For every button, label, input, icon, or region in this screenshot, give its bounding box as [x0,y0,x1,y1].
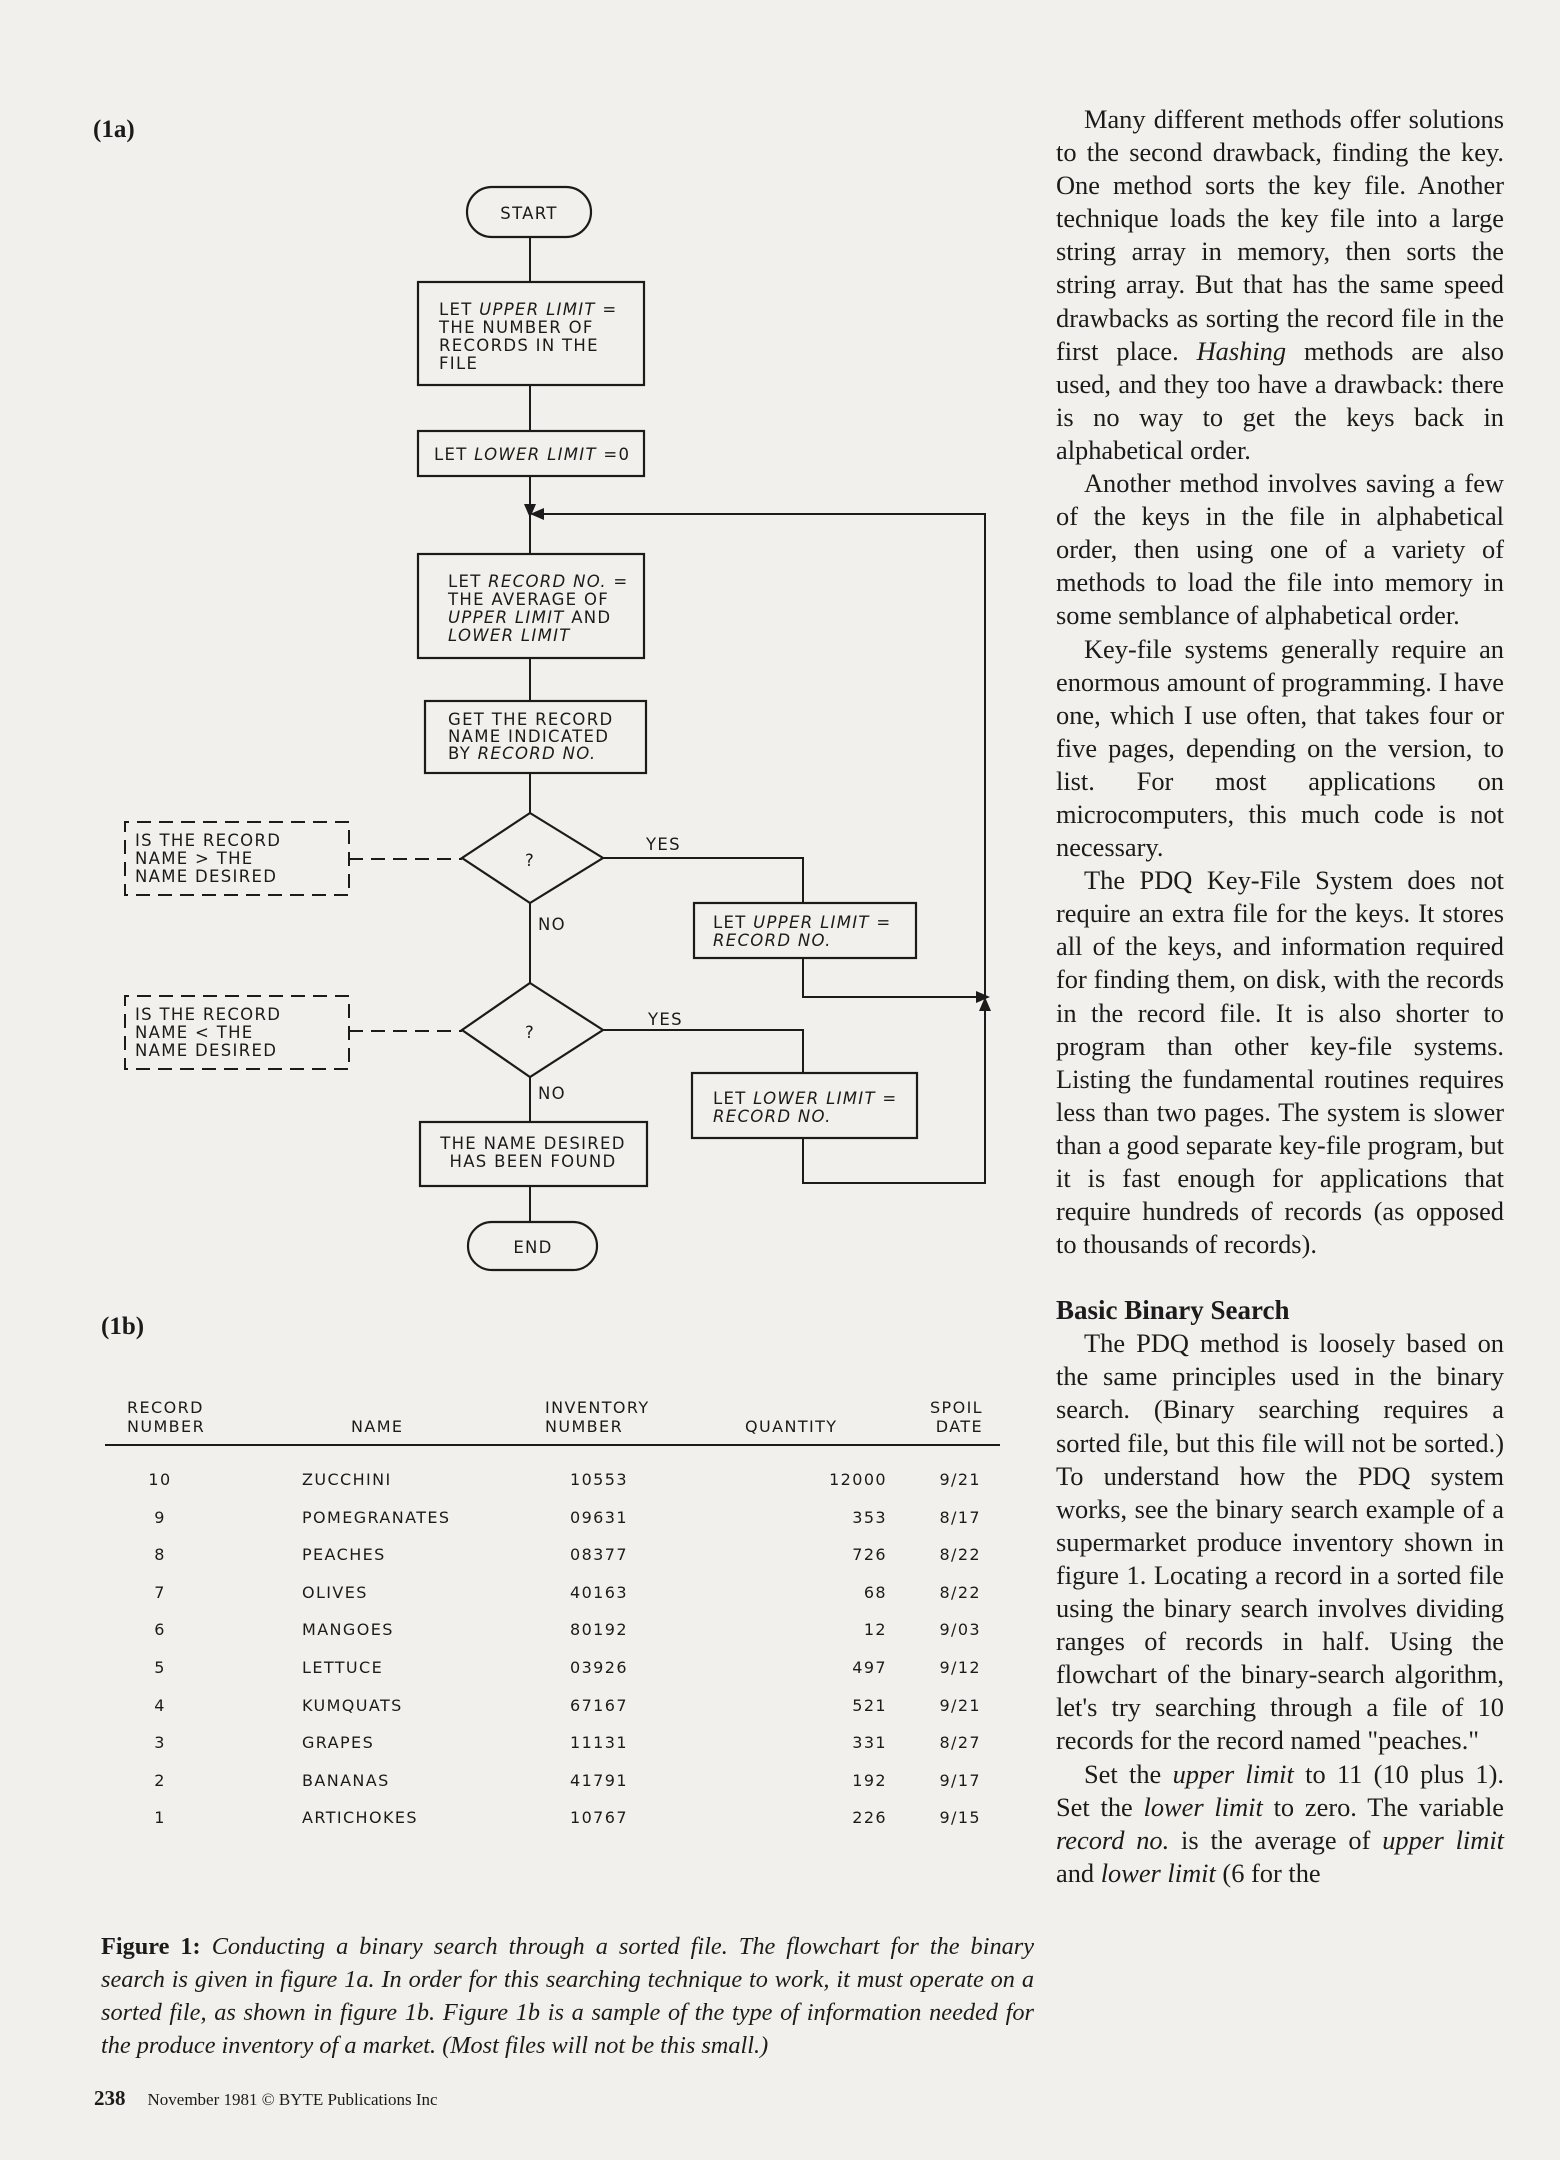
table-body [105,1446,1000,1828]
cell-quantity: 521 [852,1695,887,1715]
step4-line2: NAME INDICATED [448,727,610,746]
cell-name: BANANAS [302,1770,390,1790]
inventory-table [105,1390,1000,1828]
header-inventory-number: INVENTORY NUMBER [545,1398,650,1436]
start-label: START [500,204,558,223]
step4-line3: BY RECORD NO. [448,744,597,763]
note1-line1: IS THE RECORD [135,831,282,850]
note2-line2: NAME < THE [135,1023,254,1042]
found-line2: HAS BEEN FOUND [449,1152,617,1171]
note2-line3: NAME DESIRED [135,1041,278,1060]
step1-line2: THE NUMBER OF [439,318,594,337]
article-paragraph: Many different methods offer solutions to the second drawback, finding the key. One method sorts the key file. Another technique loads the key file into a large string array in memory, then sorts the string array. But that has the same speed drawbacks as sorting the record file in the first place. Hashing methods are also used, and they too have a drawback: there is no way to get the keys back in alphabetical order. [1056,104,1504,465]
table-row [105,1709,1000,1753]
cell-spoil-date: 9/03 [939,1620,981,1640]
table-row [105,1634,1000,1677]
cell-quantity: 726 [852,1545,887,1565]
cell-inventory-number: 10767 [570,1808,628,1828]
decision1-yes: YES [646,835,681,854]
decision2-mark: ? [524,1023,536,1042]
cell-record-number: 4 [154,1695,166,1715]
cell-inventory-number: 08377 [570,1545,628,1565]
cell-spoil-date: 9/21 [939,1695,981,1715]
cell-inventory-number: 40163 [570,1582,628,1602]
article-paragraph: The PDQ method is loosely based on the same principles used in the binary search. (Binary searching requires a sorted file, but this file will not be sorted.) To understand how the PDQ system works, see the binary search example of a supermarket produce inventory shown in figure 1. Locating a record in a sorted file using the binary search involves dividing ranges of records in half. Using the flowchart of the binary-search algorithm, let's try searching through a file of 10 records for the record named "peaches." [1056,1328,1504,1756]
step3-line1: LET RECORD NO. = [448,572,629,591]
cell-name: MANGOES [302,1620,394,1640]
cell-name: LETTUCE [302,1657,384,1677]
cell-name: POMEGRANATES [302,1507,451,1527]
page-number: 238 [94,2086,126,2110]
step1-line3: RECORDS IN THE [439,336,599,355]
header-name: NAME [351,1417,404,1436]
article-paragraph: Key-file systems generally require an enormous amount of programming. I have one, which I use often, that takes four or five pages, depending on the version, to list. For most applications on microcomputers, this much code is not necessary. [1056,633,1504,863]
table-row [105,1747,1000,1790]
cell-record-number: 8 [154,1545,166,1565]
cell-quantity: 353 [852,1507,887,1527]
cell-spoil-date: 8/27 [939,1733,981,1753]
cell-spoil-date: 9/17 [939,1770,981,1790]
table-row [105,1521,1000,1565]
set-upper-line1: LET UPPER LIMIT = [713,913,892,932]
cell-inventory-number: 10553 [570,1470,628,1489]
table-row [105,1446,1000,1489]
step3-line2: THE AVERAGE OF [448,590,610,609]
figure-1a-label: (1a) [93,116,135,143]
note2-line1: IS THE RECORD [135,1005,282,1024]
step3-line3: UPPER LIMIT AND [448,608,612,627]
cell-quantity: 497 [852,1657,887,1677]
cell-name: OLIVES [302,1582,368,1602]
cell-record-number: 3 [154,1733,166,1753]
cell-name: ZUCCHINI [302,1470,392,1489]
step4-line1: GET THE RECORD [448,710,614,729]
article-paragraph: The PDQ Key-File System does not require an extra file for the keys. It stores all of the keys, and information required for finding them, on disk, with the records in the record file. It is also shorter to program than other key-file systems. Listing the fundamental routines requires less than two pages. The system is slower than a good separate key-file program, but it is fast enough for applications that require hundreds of records (as opposed to thousands of records). [1056,865,1504,1260]
page-footer [94,2086,438,2111]
cell-name: ARTICHOKES [302,1808,418,1828]
cell-spoil-date: 9/12 [939,1657,981,1677]
decision2-yes: YES [648,1010,683,1029]
table-row [105,1784,1000,1828]
cell-record-number: 9 [154,1507,166,1527]
cell-spoil-date: 9/21 [939,1470,981,1489]
cell-quantity: 12000 [829,1470,887,1489]
table-row [105,1596,1000,1640]
cell-name: KUMQUATS [302,1695,403,1715]
header-quantity: QUANTITY [745,1417,838,1436]
decision1-no: NO [538,915,566,934]
step3-line4: LOWER LIMIT [448,626,571,645]
cell-inventory-number: 11131 [570,1733,628,1753]
figure-1b-label: (1b) [101,1313,145,1340]
figure-caption [101,1930,1034,2062]
binary-search-flowchart [0,0,1040,1300]
cell-inventory-number: 09631 [570,1507,628,1527]
set-lower-line1: LET LOWER LIMIT = [713,1089,898,1108]
set-upper-line2: RECORD NO. [713,931,832,950]
caption-text: Conducting a binary search through a sorted file. The flowchart for the binary search is given in figure 1a. In order for this searching technique to work, it must operate on a sorted file, as shown in figure 1b. Figure 1b is a sample of the type of information needed for the produce inventory of a market. (Most files will not be this small.) [101,1933,1034,2059]
found-line1: THE NAME DESIRED [440,1134,626,1153]
cell-quantity: 331 [852,1733,887,1753]
cell-inventory-number: 67167 [570,1695,628,1715]
end-label: END [513,1238,553,1257]
cell-inventory-number: 41791 [570,1770,628,1790]
header-record-number: RECORD NUMBER [127,1398,206,1436]
note1-line2: NAME > THE [135,849,254,868]
step2-text: LET LOWER LIMIT =0 [434,445,631,464]
article-paragraph: Set the upper limit to 11 (10 plus 1). Set the lower limit to zero. The variable record no. is the average of upper limit and lower limit (6 for the [1056,1758,1504,1888]
table-row [105,1484,1000,1527]
article-paragraph: Another method involves saving a few of the keys in the file in alphabetical order, then using one of a variety of methods to load the file into memory in some semblance of alphabetical order. [1056,468,1504,631]
decision2-no: NO [538,1084,566,1103]
set-lower-line2: RECORD NO. [713,1107,832,1126]
cell-inventory-number: 03926 [570,1657,628,1677]
table-row [105,1559,1000,1602]
table-header [105,1390,1000,1446]
cell-name: GRAPES [302,1733,375,1753]
cell-quantity: 226 [852,1808,887,1828]
cell-record-number: 7 [154,1582,166,1602]
step1-line4: FILE [439,354,479,373]
cell-spoil-date: 8/22 [939,1545,981,1565]
cell-record-number: 1 [154,1808,166,1828]
section-heading: Basic Binary Search [1056,1295,1290,1326]
cell-record-number: 10 [148,1470,172,1489]
article-column [1056,103,1504,1890]
decision1-mark: ? [524,851,536,870]
footer-credit: November 1981 © BYTE Publications Inc [147,2090,438,2109]
step1-line1: LET UPPER LIMIT = [439,300,618,319]
caption-label: Figure 1: [101,1933,201,1960]
cell-record-number: 6 [154,1620,166,1640]
cell-spoil-date: 8/22 [939,1582,981,1602]
table-row [105,1672,1000,1715]
header-spoil-date: SPOIL DATE [929,1398,983,1436]
cell-name: PEACHES [302,1545,386,1565]
cell-record-number: 2 [154,1770,166,1790]
cell-quantity: 12 [863,1620,887,1640]
cell-inventory-number: 80192 [570,1620,628,1640]
cell-quantity: 68 [863,1582,887,1602]
cell-record-number: 5 [154,1657,166,1677]
cell-quantity: 192 [852,1770,887,1790]
note1-line3: NAME DESIRED [135,867,278,886]
cell-spoil-date: 9/15 [939,1808,981,1828]
cell-spoil-date: 8/17 [939,1507,981,1527]
